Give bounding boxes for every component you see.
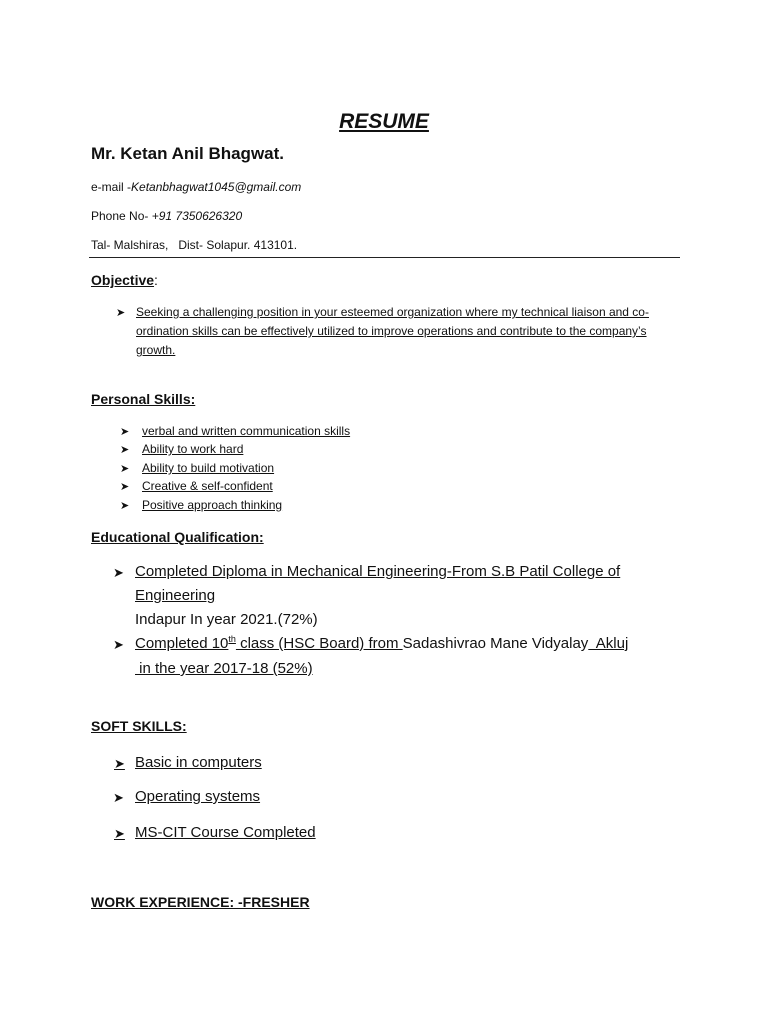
email-value: Ketanbhagwat1045@gmail.com xyxy=(131,180,302,194)
phone-value: +91 7350626320 xyxy=(151,209,243,223)
list-item: MS-CIT Course Completed xyxy=(135,824,316,841)
header-divider xyxy=(89,257,680,258)
phone-line xyxy=(91,209,242,223)
personal-skills-heading: Personal Skills: xyxy=(91,391,196,407)
list-item: Ability to work hard xyxy=(142,442,244,456)
email-label: e-mail - xyxy=(91,180,132,194)
arrow-bullet-icon: ➤ xyxy=(120,481,130,493)
school-part-4: Akluj xyxy=(588,635,629,652)
objective-text: Seeking a challenging position in your esteemed organization where my technical liaison and co-ordination skills can be effectively utilized to improve operations and contribute to the company’s growth. xyxy=(136,305,649,357)
arrow-bullet-icon: ➤ xyxy=(114,826,125,841)
email-line xyxy=(91,180,301,194)
phone-label: Phone No- xyxy=(91,209,152,223)
arrow-bullet-icon: ➤ xyxy=(116,307,126,319)
arrow-bullet-icon: ➤ xyxy=(113,790,124,805)
arrow-bullet-icon: ➤ xyxy=(113,637,124,652)
school-sup: th xyxy=(228,634,236,644)
diploma-line-3: Indapur In year 2021.(72%) xyxy=(135,611,318,628)
arrow-bullet-icon: ➤ xyxy=(120,426,130,438)
arrow-bullet-icon: ➤ xyxy=(113,565,124,580)
education-heading: Educational Qualification: xyxy=(91,529,264,545)
diploma-line-1: Completed Diploma in Mechanical Engineering-From S.B Patil College of xyxy=(135,563,621,580)
school-part-1: Completed 10 xyxy=(135,635,229,652)
school-line-2: in the year 2017-18 (52%) xyxy=(135,660,313,677)
arrow-bullet-icon: ➤ xyxy=(120,444,130,456)
arrow-bullet-icon: ➤ xyxy=(120,463,130,475)
arrow-bullet-icon: ➤ xyxy=(120,500,130,512)
soft-skills-heading: SOFT SKILLS: xyxy=(91,718,187,734)
arrow-bullet-icon: ➤ xyxy=(114,756,125,771)
list-item: Positive approach thinking xyxy=(142,498,283,512)
resume-title: RESUME xyxy=(339,110,429,133)
candidate-name: Mr. Ketan Anil Bhagwat. xyxy=(91,144,285,163)
address-line: Tal- Malshiras, Dist- Solapur. 413101. xyxy=(91,238,298,252)
school-part-2: class (HSC Board) from xyxy=(235,635,403,652)
objective-heading-text: Objective xyxy=(91,272,155,288)
list-item: Ability to build motivation xyxy=(142,461,275,475)
list-item: Operating systems xyxy=(135,788,261,805)
list-item: Basic in computers xyxy=(135,754,262,771)
list-item: verbal and written communication skills xyxy=(142,424,351,438)
objective-colon: : xyxy=(154,272,158,288)
work-experience-heading: WORK EXPERIENCE: -FRESHER xyxy=(91,894,310,910)
objective-heading xyxy=(91,272,158,288)
list-item: Creative & self-confident xyxy=(142,479,273,493)
school-part-3: Sadashivrao Mane Vidyalay xyxy=(402,635,589,652)
school-line-1 xyxy=(135,635,628,652)
diploma-line-2: Engineering xyxy=(135,587,216,604)
